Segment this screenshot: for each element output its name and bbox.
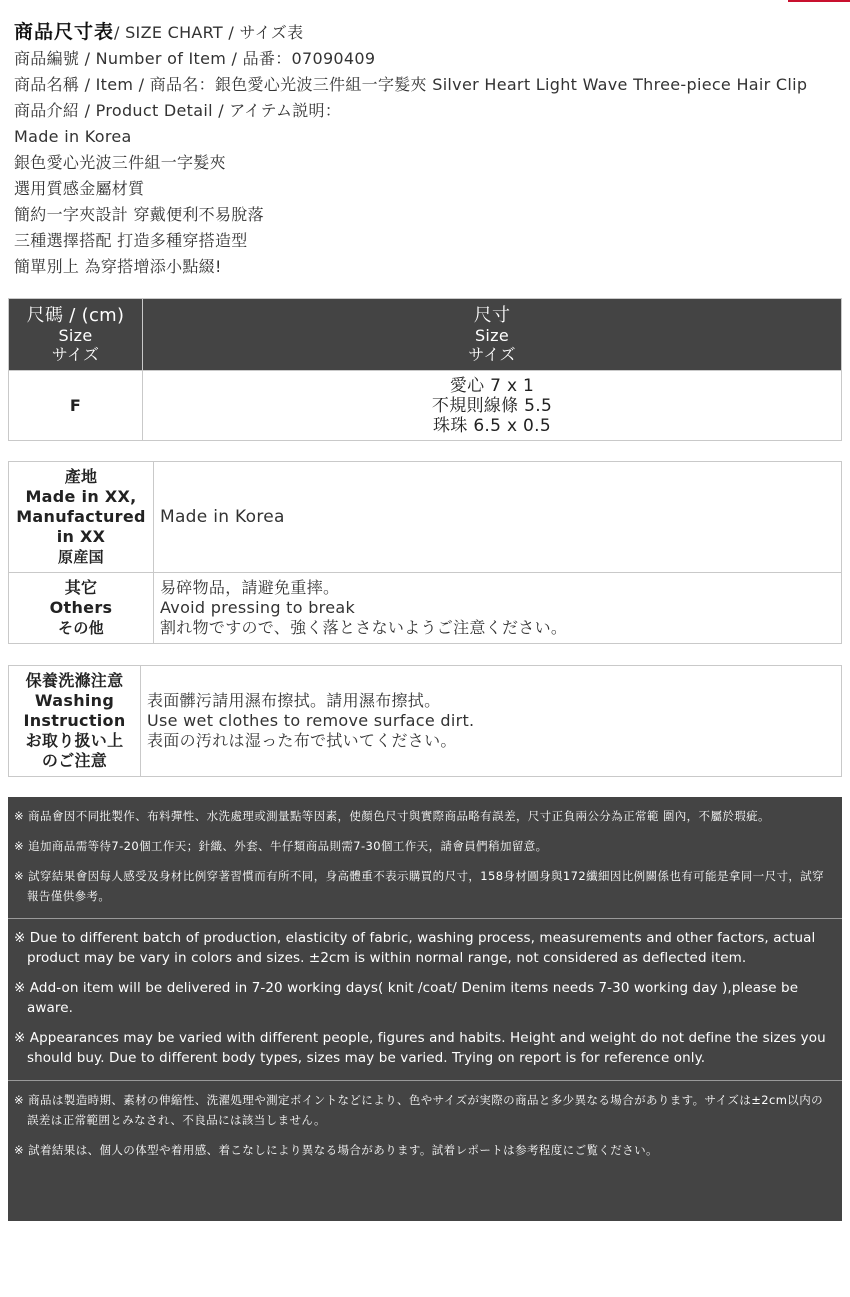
dimension-wave: 不規則線條 5.5 — [431, 395, 553, 416]
product-detail-line: 銀色愛心光波三件組一字髮夾 — [14, 153, 226, 172]
size-header-en: Size — [58, 325, 93, 345]
origin-table — [8, 461, 842, 644]
size-table — [8, 298, 842, 441]
table-row — [9, 371, 842, 441]
notice-item: ※ 商品は製造時期、素材の伸縮性、洗濯処理や測定ポイントなどにより、色やサイズが実際の商品と多少異なる場合があります。サイズは±2cm以内の誤差は正常範囲とみなされ、不良品には該当しません。 — [14, 1093, 824, 1127]
others-value — [154, 573, 842, 644]
notice-item: ※ Add-on item will be delivered in 7-20 working days( knit /coat/ Denim items needs 7-30 working day ),please be aware. — [14, 980, 799, 1016]
origin-label-en-2: Manufactured — [16, 507, 146, 526]
notice-block-ja — [8, 1080, 842, 1172]
product-detail-line: 簡單別上 為穿搭增添小點綴! — [14, 257, 222, 276]
others-value-zh: 易碎物品，請避免重摔。 — [160, 578, 340, 597]
table-row — [9, 462, 842, 573]
washing-label-zh: 保養洗滌注意 — [25, 671, 124, 690]
chart-title-rest: / SIZE CHART / サイズ表 — [114, 23, 304, 42]
product-detail-line: 三種選擇搭配 打造多種穿搭造型 — [14, 231, 248, 250]
origin-label-en-1: Made in XX, — [25, 487, 137, 506]
dimension-cell — [143, 371, 842, 441]
product-detail-label: 商品介紹 / Product Detail / アイテム説明： — [14, 101, 342, 120]
size-header-zh: 尺碼 / (cm) — [26, 304, 125, 326]
washing-value-en: Use wet clothes to remove surface dirt. — [147, 711, 475, 730]
product-detail-line: 簡約一字夾設計 穿戴便利不易脫落 — [14, 205, 264, 224]
others-label — [9, 573, 154, 644]
notice-block-en — [8, 918, 842, 1080]
washing-label — [9, 666, 141, 777]
chart-title — [14, 19, 844, 46]
origin-value — [154, 462, 842, 573]
others-label-ja: その他 — [58, 619, 104, 637]
origin-value-text: Made in Korea — [160, 507, 285, 527]
table-row — [9, 666, 842, 777]
chart-title-main: 商品尺寸表 — [14, 21, 115, 43]
origin-label-en-3: in XX — [56, 527, 106, 546]
others-value-en: Avoid pressing to break — [160, 598, 356, 617]
size-header-ja: サイズ — [51, 344, 100, 364]
washing-label-en-2: Instruction — [23, 711, 126, 730]
product-detail-line: Made in Korea — [14, 127, 132, 146]
dimension-pearl: 珠珠 6.5 x 0.5 — [433, 415, 551, 436]
dimension-heart: 愛心 7 x 1 — [449, 375, 535, 396]
washing-value — [141, 666, 842, 777]
notice-item: ※ Appearances may be varied with different people, figures and habits. Height and weight do not define the sizes you should buy. Due to different body types, sizes may be varied. Trying on report is for reference only. — [14, 1030, 826, 1066]
dimension-header-ja: サイズ — [468, 344, 516, 364]
others-label-en: Others — [49, 598, 113, 617]
others-label-zh: 其它 — [64, 578, 98, 597]
notice-item: ※ 試着結果は、個人の体型や着用感、着こなしにより異なる場合があります。試着レポートは参考程度にご覧ください。 — [14, 1143, 658, 1157]
notice-item: ※ 試穿結果會因每人感受及身材比例穿著習慣而有所不同，身高體重不表示購買的尺寸，158身材圓身與172纖細因比例關係也有可能是拿同一尺寸，試穿報告僅供參考。 — [14, 869, 825, 903]
notice-item: ※ 商品會因不同批製作、布料彈性、水洗處理或測量點等因素，使顏色尺寸與實際商品略有誤差，尺寸正負兩公分為正常範 圍內，不屬於瑕疵。 — [14, 809, 770, 823]
washing-table — [8, 665, 842, 777]
table-row — [9, 573, 842, 644]
size-table-header — [9, 299, 842, 371]
product-detail-line: 選用質感金屬材質 — [14, 179, 145, 198]
product-info — [14, 19, 844, 280]
notice-item: ※ 追加商品需等待7-20個工作天；針織、外套、牛仔類商品則需7-30個工作天，請會員們稍加留意。 — [14, 839, 548, 853]
origin-label-ja: 原産国 — [58, 548, 104, 566]
washing-value-ja: 表面の汚れは湿った布で拭いてください。 — [147, 731, 457, 750]
dimension-header-en: Size — [474, 325, 510, 345]
notice-item: ※ Due to different batch of production, elasticity of fabric, washing process, measurements and other factors, actual product may be vary in colors and sizes. ±2cm is within normal range, not considered as deflected item. — [14, 930, 816, 966]
others-value-ja: 割れ物ですので、強く落とさないようご注意ください。 — [160, 618, 568, 637]
size-column-header — [9, 299, 143, 371]
dimension-header-zh: 尺寸 — [473, 304, 511, 326]
washing-value-zh: 表面髒污請用濕布擦拭。請用濕布擦拭。 — [147, 691, 441, 710]
notice-block-zh — [8, 797, 842, 918]
origin-label-zh: 產地 — [64, 467, 98, 486]
dimension-column-header — [143, 299, 842, 371]
washing-label-ja-1: お取り扱い上 — [25, 731, 124, 750]
washing-label-ja-2: のご注意 — [41, 751, 108, 770]
size-cell: F — [9, 371, 143, 441]
top-accent-bar — [788, 0, 850, 2]
notice-panel — [8, 797, 842, 1221]
item-number: 商品編號 / Number of Item / 品番：07090409 — [14, 49, 376, 68]
origin-label — [9, 462, 154, 573]
washing-label-en-1: Washing — [34, 691, 115, 710]
item-name: 商品名稱 / Item / 商品名：銀色愛心光波三件組一字髮夾 Silver Heart Light Wave Three-piece Hair Clip — [14, 75, 808, 94]
